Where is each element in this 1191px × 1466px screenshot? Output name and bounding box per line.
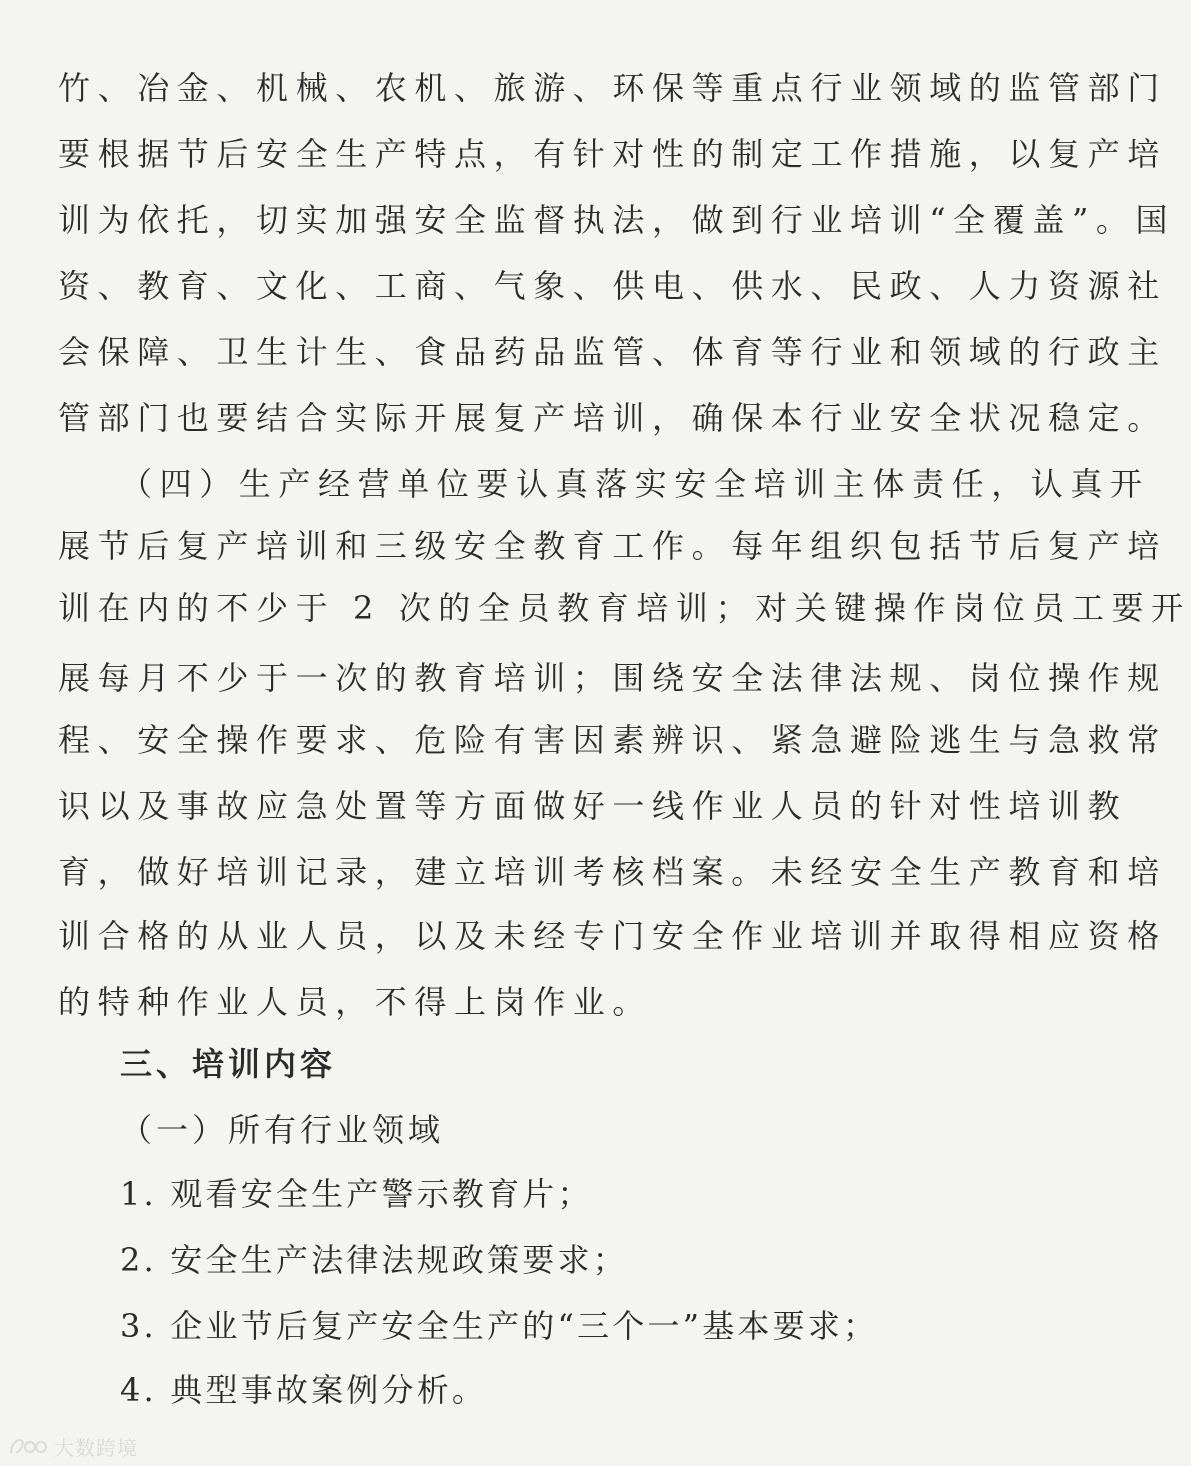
section-heading: 三、培训内容	[120, 1045, 337, 1083]
paragraph-line: 训为依托，切实加强安全监督执法，做到行业培训“全覆盖”。国	[58, 201, 1176, 239]
section4-line: 识以及事故应急处置等方面做好一线作业人员的针对性培训教	[58, 787, 1128, 825]
list-item: 1. 观看安全生产警示教育片；	[120, 1175, 593, 1213]
brand-logo-icon	[8, 1435, 48, 1457]
list-item: 3. 企业节后复产安全生产的“三个一”基本要求；	[120, 1307, 879, 1345]
section4-line: 展每月不少于一次的教育培训；围绕安全法律法规、岗位操作规	[58, 659, 1167, 697]
section4-line: 程、安全操作要求、危险有害因素辨识、紧急避险逃生与急救常	[58, 721, 1167, 759]
paragraph-line: 会保障、卫生计生、食品药品监管、体育等行业和领域的行政主	[58, 333, 1167, 371]
section4-line: 的特种作业人员，不得上岗作业。	[58, 983, 653, 1021]
section4-line: （四）生产经营单位要认真落实安全培训主体责任，认真开	[120, 465, 1150, 503]
subsection-heading: （一）所有行业领域	[120, 1111, 445, 1149]
paragraph-line: 管部门也要结合实际开展复产培训，确保本行业安全状况稳定。	[58, 399, 1167, 437]
list-item: 2. 安全生产法律法规政策要求；	[120, 1241, 628, 1279]
watermark-text: 大数跨境	[54, 1435, 138, 1460]
list-item: 4. 典型事故案例分析。	[120, 1371, 488, 1409]
paragraph-line: 竹、冶金、机械、农机、旅游、环保等重点行业领域的监管部门	[58, 69, 1167, 107]
section4-line: 训在内的不少于 2 次的全员教育培训；对关键操作岗位员工要开	[58, 589, 1191, 627]
paragraph-line: 要根据节后安全生产特点，有针对性的制定工作措施，以复产培	[58, 135, 1167, 173]
watermark	[8, 1432, 138, 1460]
section4-line: 展节后复产培训和三级安全教育工作。每年组织包括节后复产培	[58, 527, 1167, 565]
section4-line: 训合格的从业人员，以及未经专门安全作业培训并取得相应资格	[58, 917, 1167, 955]
section4-line: 育，做好培训记录，建立培训考核档案。未经安全生产教育和培	[58, 853, 1167, 891]
paragraph-line: 资、教育、文化、工商、气象、供电、供水、民政、人力资源社	[58, 267, 1167, 305]
